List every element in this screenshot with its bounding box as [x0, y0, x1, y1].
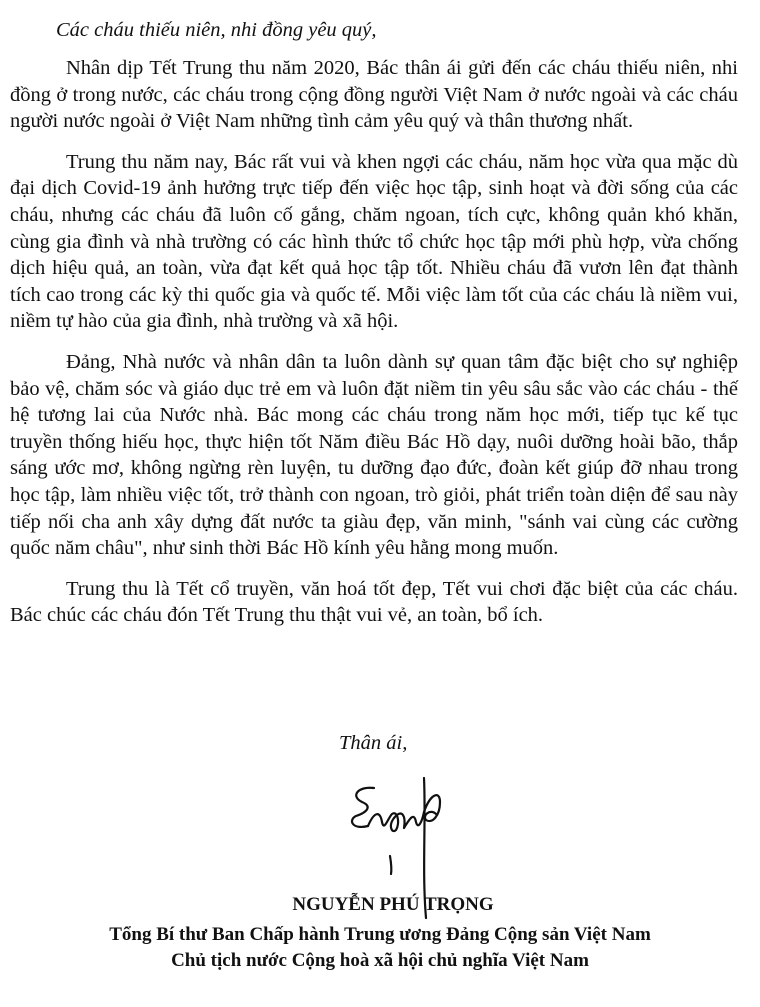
letter-paragraph: Đảng, Nhà nước và nhân dân ta luôn dành sự quan tâm đặc biệt cho sự nghiệp bảo vệ, chăm sóc và giáo dục trẻ em và luôn đặt niềm tin yêu sâu sắc vào các cháu - thế hệ tương lai của Nước nhà. Bác mong các cháu trong năm học mới, tiếp tục kế tục truyền thống hiếu học, thực hiện tốt Năm điều Bác Hồ dạy, nuôi dưỡng hoài bão, thắp sáng ước mơ, không ngừng rèn luyện, tu dưỡng đạo đức, đoàn kết giúp đỡ nhau trong học tập, làm nhiều việc tốt, trở thành con ngoan, trò giỏi, phát triển toàn diện để sau này tiếp nối cha anh xây dựng đất nước ta giàu đẹp, văn minh, "sánh vai cùng các cường quốc năm châu", như sinh thời Bác Hồ kính yêu hằng mong muốn.	[10, 350, 738, 560]
letter-paragraph: Trung thu năm nay, Bác rất vui và khen ngợi các cháu, năm học vừa qua mặc dù đại dịch Covid-19 ảnh hưởng trực tiếp đến việc học tập, sinh hoạt và đời sống của các cháu, nhưng các cháu đã luôn cố gắng, chăm ngoan, tích cực, không quản khó khăn, cùng gia đình và nhà trường có các hình thức tổ chức học tập mới phù hợp, vừa chống dịch hiệu quả, an toàn, vừa đạt kết quả học tập tốt. Nhiều cháu đã vươn lên đạt thành tích cao trong các kỳ thi quốc gia và quốc tế. Mỗi việc làm tốt của các cháu là niềm vui, niềm tự hào của gia đình, nhà trường và xã hội.	[10, 150, 738, 333]
signer-title-state: Chủ tịch nước Cộng hoà xã hội chủ nghĩa Việt Nam	[171, 950, 589, 971]
letter-greeting: Các cháu thiếu niên, nhi đồng yêu quý,	[56, 19, 377, 41]
letter-body	[10, 55, 738, 629]
signer-name: NGUYỄN PHÚ TRỌNG	[292, 894, 494, 915]
letter-paragraph: Trung thu là Tết cổ truyền, văn hoá tốt đẹp, Tết vui chơi đặc biệt của các cháu. Bác chúc các cháu đón Tết Trung thu thật vui vẻ, an toàn, bổ ích.	[10, 577, 738, 627]
letter-paragraph: Nhân dịp Tết Trung thu năm 2020, Bác thân ái gửi đến các cháu thiếu niên, nhi đồng ở trong nước, các cháu trong cộng đồng người Việt Nam ở nước ngoài và các cháu người nước ngoài ở Việt Nam những tình cảm yêu quý và thân thương nhất.	[10, 57, 738, 133]
signer-title-party: Tổng Bí thư Ban Chấp hành Trung ương Đảng Cộng sản Việt Nam	[109, 924, 651, 945]
letter-closing: Thân ái,	[339, 732, 408, 754]
